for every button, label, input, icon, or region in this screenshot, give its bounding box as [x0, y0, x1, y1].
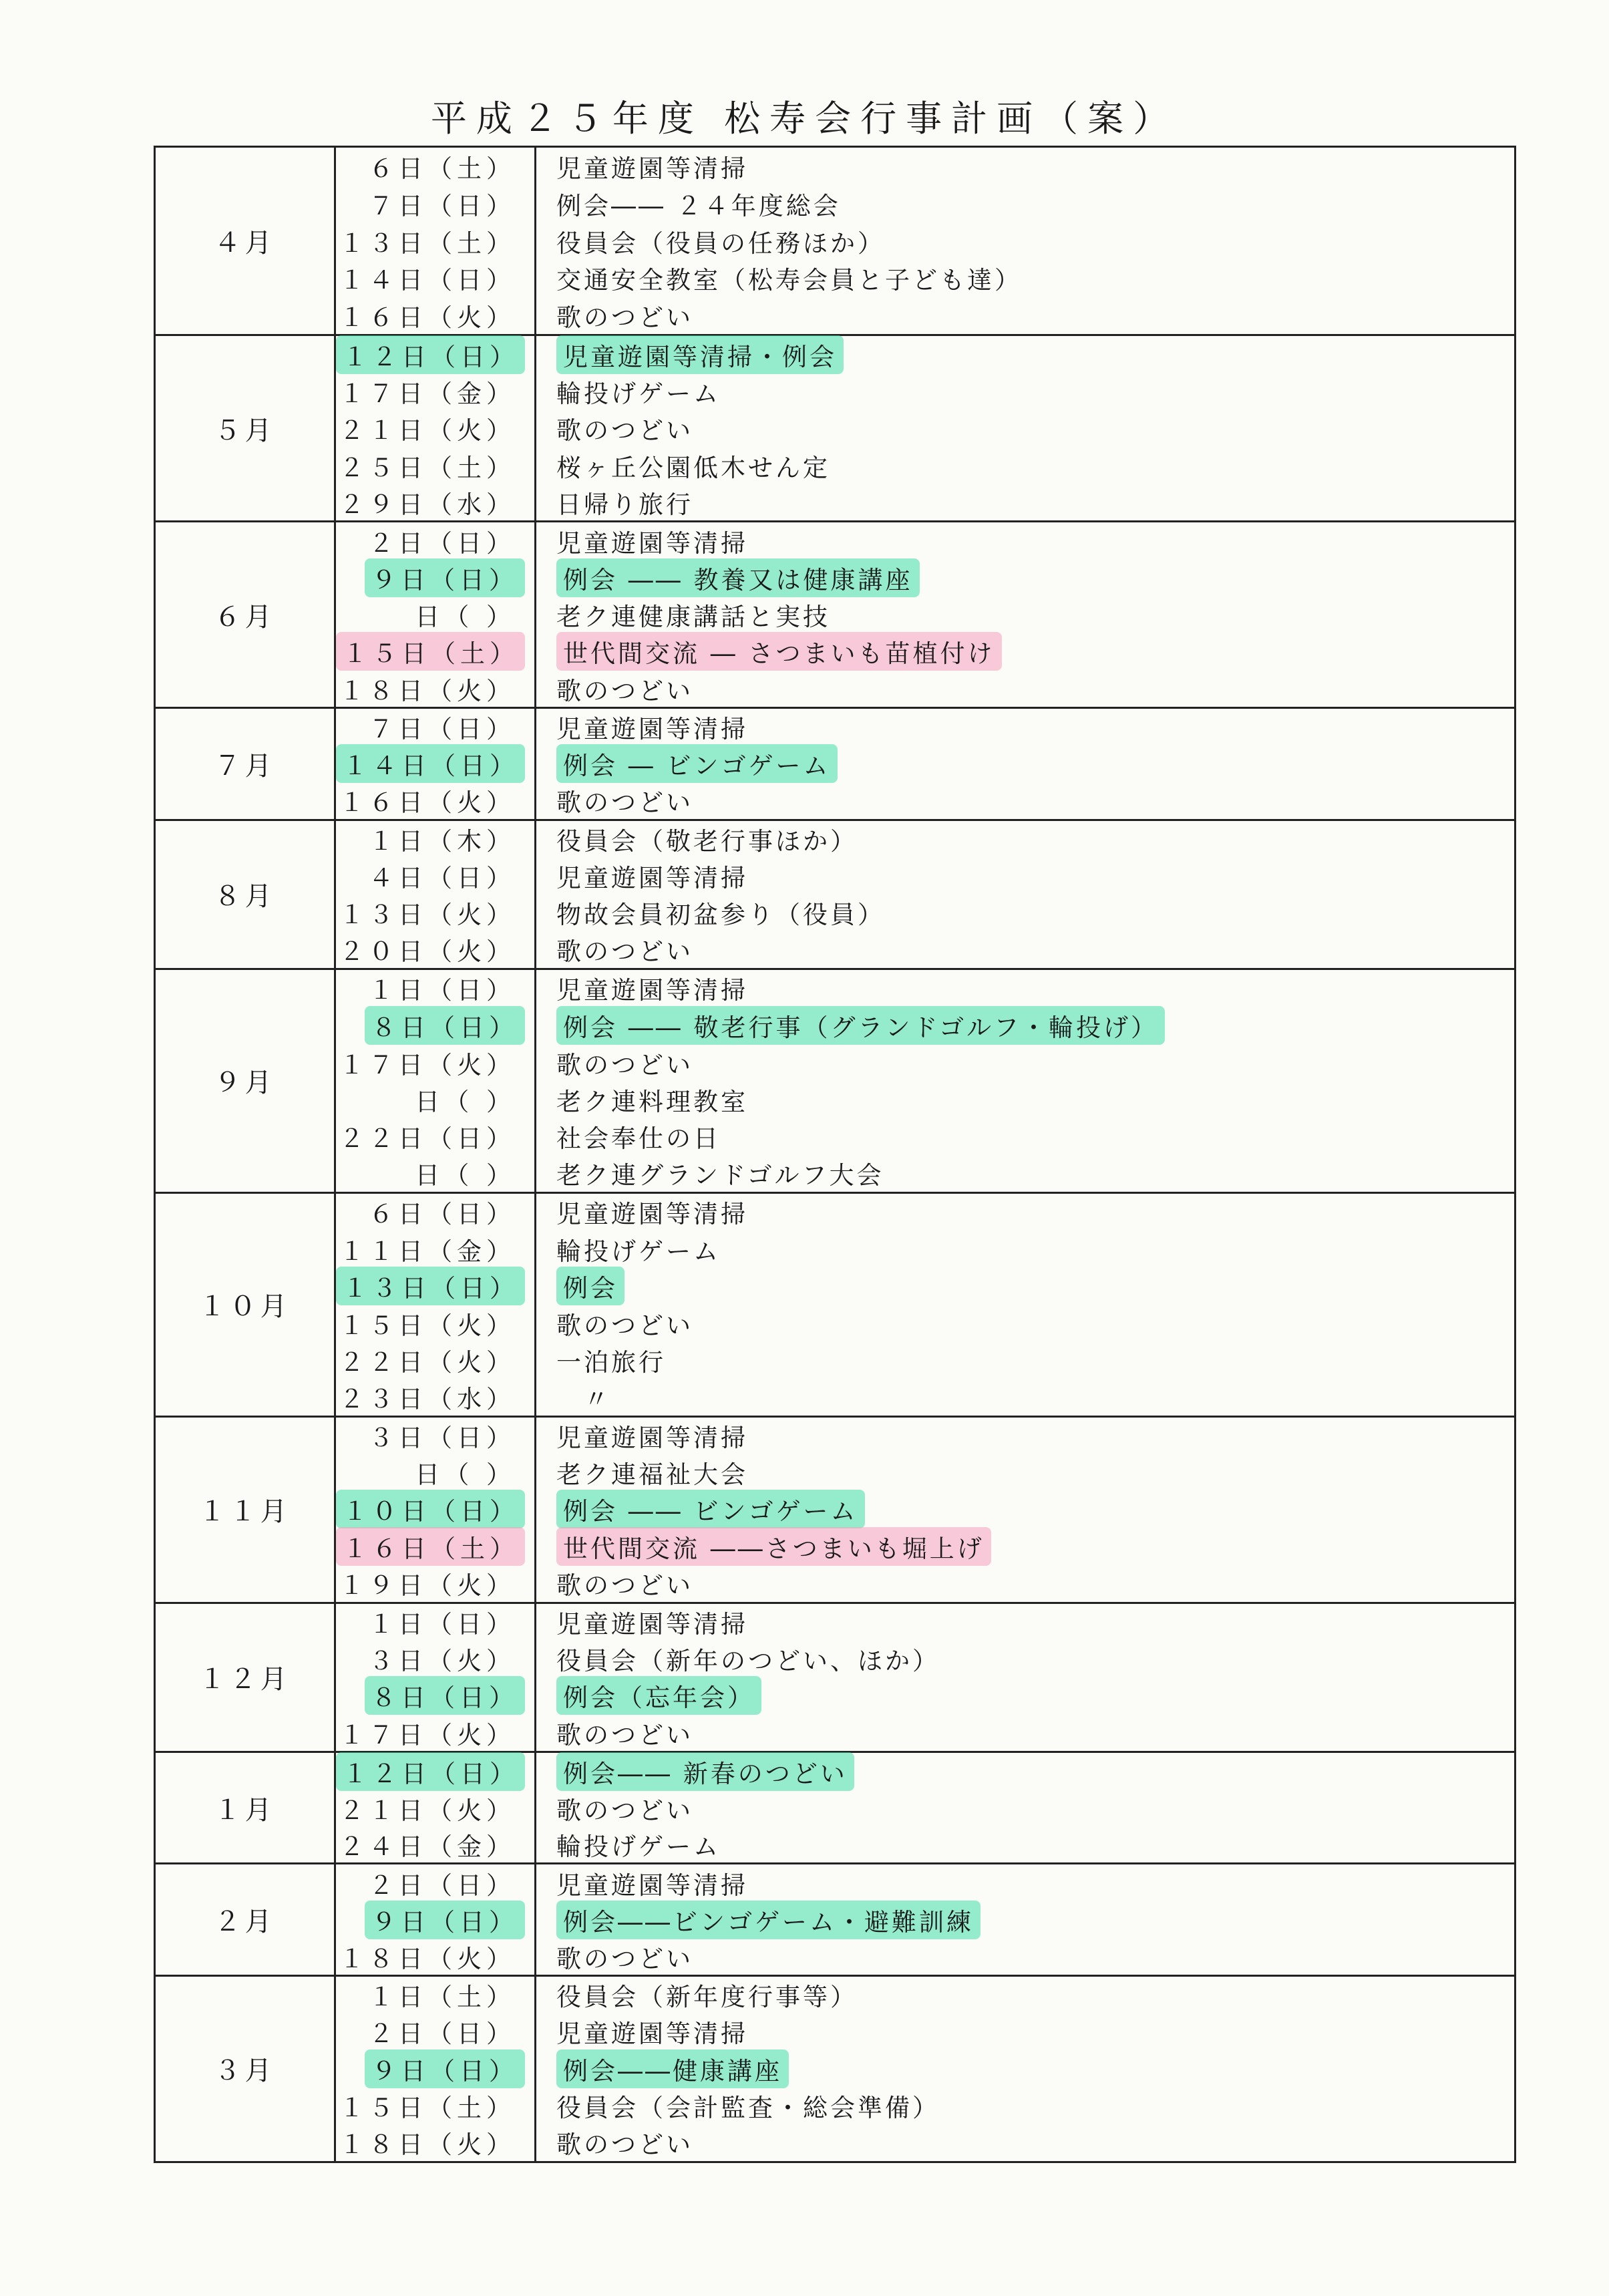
month-label: １１月: [156, 1418, 336, 1602]
event-date-text: １６日（火）: [339, 788, 516, 818]
schedule-row: [336, 522, 1514, 559]
event-date-text: １９日（火）: [339, 1571, 516, 1601]
event-date-text: ４日（日）: [369, 864, 516, 893]
event-date-text: ９日（日）: [365, 558, 525, 597]
event-date-text: ２日（日）: [369, 1870, 516, 1900]
event-description: [536, 1155, 1514, 1192]
event-description-text: 歌のつどい: [556, 1050, 693, 1080]
event-description: [536, 1490, 1514, 1528]
event-date: [336, 1826, 536, 1862]
event-date: [336, 1267, 536, 1305]
event-date: [336, 1418, 536, 1454]
event-description: [536, 373, 1514, 410]
schedule-row: [336, 1864, 1514, 1901]
event-description-text: 例会―― ２４年度総会: [556, 191, 841, 220]
event-date: [336, 484, 536, 520]
event-date-text: 日（ ）: [415, 1460, 516, 1489]
schedule-row: [336, 1490, 1514, 1528]
schedule-row: [336, 1565, 1514, 1602]
event-date-text: ７日（日）: [369, 715, 516, 744]
event-description: [536, 1231, 1514, 1267]
event-description: [536, 1641, 1514, 1677]
month-label: ２月: [156, 1864, 336, 1974]
month-label: ９月: [156, 970, 336, 1192]
event-description: [536, 1418, 1514, 1454]
event-date-text: ２１日（火）: [339, 416, 516, 446]
event-date: [336, 858, 536, 894]
schedule-row: [336, 633, 1514, 671]
event-date: [336, 1490, 536, 1528]
event-description-text: 歌のつどい: [556, 303, 693, 333]
event-description-text: 例会――健康講座: [556, 2049, 789, 2088]
event-description: [536, 1081, 1514, 1118]
event-description: [536, 1194, 1514, 1231]
schedule-row: [336, 597, 1514, 633]
month-block: [156, 1602, 1514, 1751]
event-date-text: ７日（日）: [369, 191, 516, 220]
event-date: [336, 410, 536, 447]
schedule-row: [336, 1194, 1514, 1231]
event-description-text: 児童遊園等清掃: [556, 528, 748, 558]
event-description: [536, 1565, 1514, 1602]
month-block: [156, 520, 1514, 707]
event-description: [536, 522, 1514, 559]
event-date: [336, 1305, 536, 1341]
schedule-row: [336, 2088, 1514, 2124]
event-description: [536, 1454, 1514, 1490]
event-date: [336, 597, 536, 633]
event-date: [336, 1641, 536, 1677]
event-date: [336, 559, 536, 597]
schedule-row: [336, 148, 1514, 185]
event-date-text: 日（ ）: [415, 1161, 516, 1190]
event-description: [536, 1677, 1514, 1714]
schedule-row: [336, 1267, 1514, 1305]
event-date: [336, 336, 536, 373]
event-date-text: １８日（火）: [339, 1944, 516, 1973]
schedule-row: [336, 1714, 1514, 1751]
event-description: [536, 1007, 1514, 1044]
event-date-text: ２９日（水）: [339, 490, 516, 519]
event-description-text: 歌のつどい: [556, 1944, 693, 1973]
event-date: [336, 1194, 536, 1231]
event-date: [336, 1155, 536, 1192]
event-date-text: ２日（日）: [369, 2019, 516, 2049]
schedule-row: [336, 2013, 1514, 2050]
event-description: [536, 2013, 1514, 2050]
event-description-text: 歌のつどい: [556, 416, 693, 446]
event-date-text: ３日（火）: [369, 1646, 516, 1675]
event-date-text: ６日（土）: [369, 154, 516, 183]
event-description-text: 児童遊園等清掃: [556, 715, 748, 744]
schedule-row: [336, 185, 1514, 222]
event-date: [336, 1528, 536, 1565]
event-description: [536, 559, 1514, 597]
event-description-text: 児童遊園等清掃: [556, 154, 748, 183]
event-description-text: 例会: [556, 1267, 624, 1305]
event-date-text: １１日（金）: [339, 1237, 516, 1266]
schedule-row: [336, 1454, 1514, 1490]
event-description-text: 歌のつどい: [556, 1796, 693, 1825]
event-description: [536, 148, 1514, 185]
event-description-text: 児童遊園等清掃: [556, 1870, 748, 1900]
event-date: [336, 185, 536, 222]
schedule-row: [336, 259, 1514, 297]
event-date-text: １３日（土）: [339, 228, 516, 258]
schedule-row: [336, 821, 1514, 858]
event-description-text: 例会 ― ビンゴゲーム: [556, 744, 838, 783]
event-description-text: 児童遊園等清掃: [556, 1610, 748, 1639]
event-description: [536, 1977, 1514, 2013]
event-description: [536, 1267, 1514, 1305]
event-date: [336, 259, 536, 297]
event-date: [336, 522, 536, 559]
month-label: ７月: [156, 709, 336, 818]
event-description: [536, 1378, 1514, 1415]
month-label: ４月: [156, 148, 336, 334]
schedule-row: [336, 222, 1514, 260]
event-date: [336, 1753, 536, 1790]
event-description: [536, 821, 1514, 858]
event-date: [336, 2088, 536, 2124]
event-description-text: 児童遊園等清掃・例会: [556, 335, 844, 374]
event-description-text: 老ク連福祉大会: [556, 1460, 748, 1489]
event-date: [336, 1454, 536, 1490]
month-block: [156, 148, 1514, 334]
event-date: [336, 1007, 536, 1044]
event-description: [536, 1341, 1514, 1378]
event-description: [536, 185, 1514, 222]
event-date-text: １８日（火）: [339, 2130, 516, 2160]
event-date: [336, 746, 536, 783]
event-description: [536, 336, 1514, 373]
event-date-text: １２日（日）: [336, 335, 525, 374]
event-description: [536, 1604, 1514, 1641]
schedule-row: [336, 1007, 1514, 1044]
month-block: [156, 707, 1514, 818]
event-description: [536, 1305, 1514, 1341]
event-date-text: ６日（日）: [369, 1200, 516, 1229]
event-date-text: ２１日（火）: [339, 1796, 516, 1825]
event-date: [336, 1604, 536, 1641]
month-label: ３月: [156, 1977, 336, 2161]
schedule-row: [336, 1231, 1514, 1267]
event-date: [336, 821, 536, 858]
event-description: [536, 782, 1514, 818]
event-date-text: ２０日（火）: [339, 937, 516, 967]
event-description-text: 世代間交流 ――さつまいも堀上げ: [556, 1527, 991, 1566]
event-date: [336, 1714, 536, 1751]
event-description-text: 児童遊園等清掃: [556, 976, 748, 1005]
event-description: [536, 222, 1514, 260]
event-date: [336, 1341, 536, 1378]
event-description: [536, 970, 1514, 1007]
event-description: [536, 1044, 1514, 1081]
event-date-text: １７日（金）: [339, 379, 516, 409]
schedule-row: [336, 1081, 1514, 1118]
event-description: [536, 894, 1514, 931]
event-description-text: 例会 ―― 敬老行事（グランドゴルフ・輪投げ）: [556, 1006, 1165, 1045]
event-description-text: 日帰り旅行: [556, 490, 693, 519]
event-description-text: 一泊旅行: [556, 1347, 666, 1377]
event-date: [336, 2050, 536, 2088]
schedule-row: [336, 447, 1514, 484]
schedule-row: [336, 297, 1514, 334]
schedule-row: [336, 559, 1514, 597]
event-date-text: 日（ ）: [415, 1087, 516, 1116]
event-description: [536, 259, 1514, 297]
month-label: １２月: [156, 1604, 336, 1751]
event-date-text: １７日（火）: [339, 1050, 516, 1080]
event-description-text: 歌のつどい: [556, 2130, 693, 2160]
event-description-text: 児童遊園等清掃: [556, 1424, 748, 1453]
event-description: [536, 1528, 1514, 1565]
event-description: [536, 746, 1514, 783]
schedule-row: [336, 410, 1514, 447]
event-date: [336, 670, 536, 707]
event-description: [536, 1901, 1514, 1939]
schedule-row: [336, 970, 1514, 1007]
schedule-row: [336, 373, 1514, 410]
event-date: [336, 1864, 536, 1901]
event-description-text: 役員会（会計監査・総会準備）: [556, 2094, 940, 2123]
schedule-row: [336, 2124, 1514, 2161]
month-block: [156, 334, 1514, 520]
event-description: [536, 1826, 1514, 1862]
event-date: [336, 970, 536, 1007]
schedule-row: [336, 931, 1514, 968]
month-block: [156, 968, 1514, 1192]
event-description-text: 例会――ビンゴゲーム・避難訓練: [556, 1901, 980, 1939]
event-description-text: 例会 ―― ビンゴゲーム: [556, 1490, 865, 1528]
event-date-text: １５日（土）: [339, 2094, 516, 2123]
event-description-text: 役員会（役員の任務ほか）: [556, 228, 885, 258]
event-date: [336, 1565, 536, 1602]
event-date-text: １６日（土）: [336, 1527, 525, 1566]
event-description: [536, 633, 1514, 671]
event-date-text: ２日（日）: [369, 528, 516, 558]
event-description-text: 例会―― 新春のつどい: [556, 1752, 854, 1791]
event-description: [536, 709, 1514, 745]
schedule-row: [336, 1939, 1514, 1975]
schedule-row: [336, 1155, 1514, 1192]
event-description: [536, 2124, 1514, 2161]
schedule-row: [336, 484, 1514, 520]
schedule-row: [336, 1641, 1514, 1677]
event-date: [336, 782, 536, 818]
schedule-row: [336, 1378, 1514, 1415]
event-date-text: １４日（日）: [339, 266, 516, 295]
event-date: [336, 633, 536, 671]
schedule-row: [336, 1528, 1514, 1565]
schedule-row: [336, 894, 1514, 931]
event-description-text: 交通安全教室（松寿会員と子ども達）: [556, 266, 1022, 295]
event-description: [536, 670, 1514, 707]
event-date-text: ２３日（水）: [339, 1385, 516, 1414]
event-date-text: １日（日）: [369, 976, 516, 1005]
event-description-text: 輪投げゲーム: [556, 1237, 721, 1266]
event-description-text: 老ク連料理教室: [556, 1087, 748, 1116]
event-date-text: １日（木）: [369, 827, 516, 856]
event-description-text: 歌のつどい: [556, 1571, 693, 1601]
event-date: [336, 1790, 536, 1826]
event-description-text: 歌のつどい: [556, 1720, 693, 1750]
month-block: [156, 819, 1514, 968]
event-date-text: １０日（日）: [336, 1490, 525, 1528]
event-description: [536, 931, 1514, 968]
schedule-table: [154, 146, 1516, 2163]
event-date: [336, 297, 536, 334]
event-date-text: ２４日（金）: [339, 1832, 516, 1862]
event-date-text: １日（日）: [369, 1610, 516, 1639]
month-label: ８月: [156, 821, 336, 968]
schedule-row: [336, 1044, 1514, 1081]
event-description-text: 例会 ―― 教養又は健康講座: [556, 558, 920, 597]
event-date: [336, 447, 536, 484]
schedule-row: [336, 1790, 1514, 1826]
event-description-text: 歌のつどい: [556, 1311, 693, 1340]
event-description-text: 歌のつどい: [556, 676, 693, 705]
event-date-text: 日（ ）: [415, 603, 516, 632]
event-date-text: ３日（日）: [369, 1424, 516, 1453]
event-description-text: 輪投げゲーム: [556, 379, 721, 409]
month-label: ６月: [156, 522, 336, 707]
event-date-text: １５日（火）: [339, 1311, 516, 1340]
event-date-text: １３日（火）: [339, 900, 516, 930]
event-description: [536, 447, 1514, 484]
event-date-text: １８日（火）: [339, 676, 516, 705]
event-date: [336, 709, 536, 745]
event-date: [336, 2013, 536, 2050]
event-description-text: 歌のつどい: [556, 788, 693, 818]
event-date-text: ９日（日）: [365, 1901, 525, 1939]
event-date: [336, 1118, 536, 1154]
event-description-text: 老ク連健康講話と実技: [556, 603, 830, 632]
event-date: [336, 373, 536, 410]
event-description: [536, 1939, 1514, 1975]
event-date: [336, 1977, 536, 2013]
event-description: [536, 858, 1514, 894]
schedule-row: [336, 2050, 1514, 2088]
event-date-text: １７日（火）: [339, 1720, 516, 1750]
month-label: １０月: [156, 1194, 336, 1416]
event-description-text: 例会（忘年会）: [556, 1676, 761, 1715]
event-description-text: 物故会員初盆参り（役員）: [556, 900, 885, 930]
event-description: [536, 1118, 1514, 1154]
schedule-row: [336, 782, 1514, 818]
month-block: [156, 1975, 1514, 2161]
schedule-row: [336, 709, 1514, 745]
event-description: [536, 597, 1514, 633]
event-date: [336, 2124, 536, 2161]
event-description: [536, 1753, 1514, 1790]
event-date-text: ２２日（日）: [339, 1124, 516, 1153]
event-date-text: ８日（日）: [365, 1006, 525, 1045]
event-description-text: 役員会（新年度行事等）: [556, 1983, 858, 2012]
event-description-text: 児童遊園等清掃: [556, 1200, 748, 1229]
document-title: 平成２５年度 松寿会行事計画（案）: [430, 98, 1179, 140]
event-date: [336, 1231, 536, 1267]
event-date-text: １６日（火）: [339, 303, 516, 333]
event-description-text: 児童遊園等清掃: [556, 864, 748, 893]
schedule-row: [336, 1341, 1514, 1378]
schedule-row: [336, 1418, 1514, 1454]
event-description: [536, 2050, 1514, 2088]
event-date-text: １日（土）: [369, 1983, 516, 2012]
month-block: [156, 1862, 1514, 1974]
event-description-text: 桜ヶ丘公園低木せん定: [556, 453, 830, 482]
event-description-text: 老ク連グランドゴルフ大会: [556, 1161, 884, 1190]
event-date: [336, 222, 536, 260]
schedule-row: [336, 1677, 1514, 1714]
month-block: [156, 1751, 1514, 1862]
event-description-text: 世代間交流 ― さつまいも苗植付け: [556, 632, 1002, 671]
schedule-row: [336, 858, 1514, 894]
event-description: [536, 410, 1514, 447]
event-date: [336, 1081, 536, 1118]
event-description: [536, 1714, 1514, 1751]
event-description: [536, 297, 1514, 334]
event-date: [336, 148, 536, 185]
event-description-text: 役員会（敬老行事ほか）: [556, 827, 858, 856]
schedule-row: [336, 670, 1514, 707]
event-date: [336, 1939, 536, 1975]
event-description-text: 役員会（新年のつどい、ほか）: [556, 1646, 940, 1675]
event-date: [336, 931, 536, 968]
event-description: [536, 2088, 1514, 2124]
event-description-text: 輪投げゲーム: [556, 1832, 721, 1862]
month-block: [156, 1416, 1514, 1602]
schedule-row: [336, 1604, 1514, 1641]
event-date: [336, 1044, 536, 1081]
schedule-row: [336, 336, 1514, 373]
event-date: [336, 1378, 536, 1415]
event-description: [536, 1790, 1514, 1826]
schedule-row: [336, 1118, 1514, 1154]
event-description-text: 児童遊園等清掃: [556, 2019, 748, 2049]
month-label: ５月: [156, 336, 336, 520]
event-description-text: 社会奉仕の日: [556, 1124, 721, 1153]
schedule-row: [336, 1826, 1514, 1862]
event-date-text: １２日（日）: [336, 1752, 525, 1791]
event-date-text: １５日（土）: [336, 632, 525, 671]
event-description: [536, 484, 1514, 520]
schedule-row: [336, 1901, 1514, 1939]
event-date-text: １３日（日）: [336, 1267, 525, 1305]
event-description-text: 歌のつどい: [556, 937, 693, 967]
event-date: [336, 894, 536, 931]
schedule-row: [336, 746, 1514, 783]
month-block: [156, 1192, 1514, 1416]
event-date: [336, 1901, 536, 1939]
month-label: １月: [156, 1753, 336, 1862]
schedule-row: [336, 1753, 1514, 1790]
event-date-text: ９日（日）: [365, 2049, 525, 2088]
event-date-text: １４日（日）: [336, 744, 525, 783]
schedule-row: [336, 1305, 1514, 1341]
event-date-text: ２２日（火）: [339, 1347, 516, 1377]
event-description-text: 〃: [556, 1385, 611, 1414]
event-description: [536, 1864, 1514, 1901]
event-date-text: ８日（日）: [365, 1676, 525, 1715]
event-date-text: ２５日（土）: [339, 453, 516, 482]
schedule-row: [336, 1977, 1514, 2013]
event-date: [336, 1677, 536, 1714]
